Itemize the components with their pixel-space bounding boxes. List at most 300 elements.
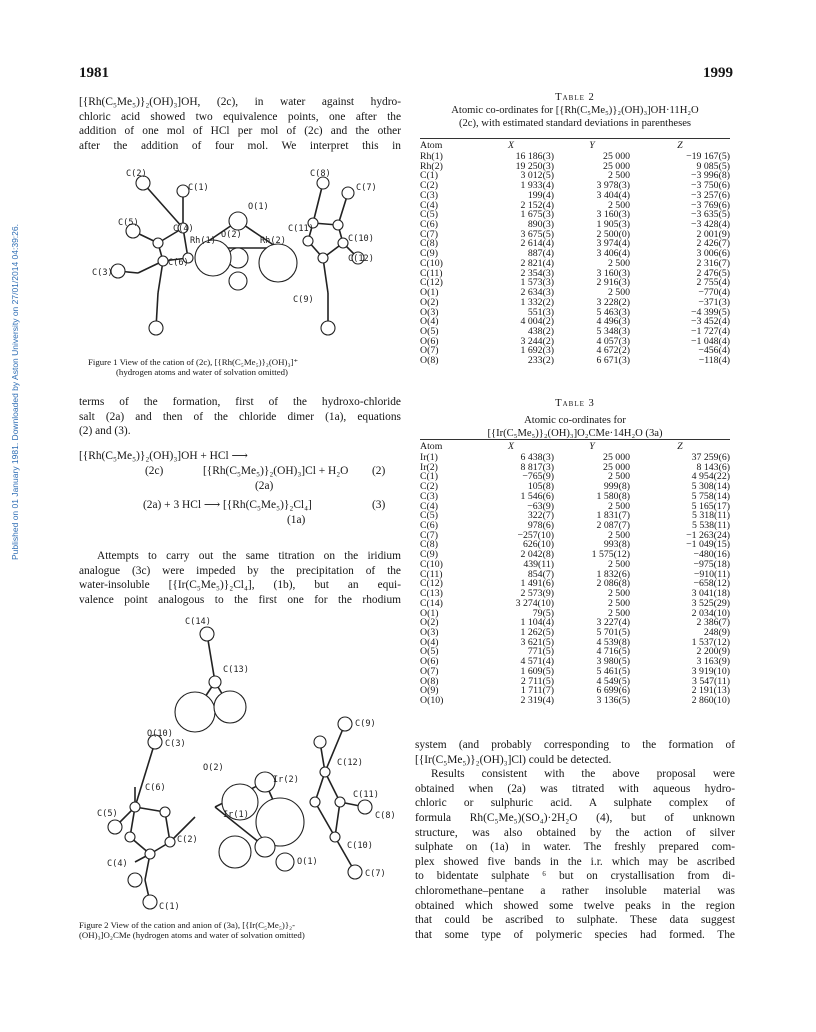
fig2-label: C(11) <box>353 790 379 800</box>
text-line: sulphate on (1a) in water. The freshly prepared com- <box>415 841 735 854</box>
atom-cell: Rh(2) <box>420 160 443 172</box>
coordinate-cell: 1 832(6) <box>596 568 630 580</box>
atom-cell: C(10) <box>420 257 443 269</box>
fig1-label: O(2) <box>221 230 242 240</box>
coordinate-cell: −4 399(5) <box>691 306 730 318</box>
table-row <box>420 278 730 288</box>
fig1-label: C(12) <box>348 254 374 264</box>
coordinate-cell: 9 085(5) <box>696 160 730 172</box>
coordinate-cell: 25 000 <box>603 452 630 463</box>
coordinate-cell: 19 250(3) <box>515 160 554 172</box>
atom-cell: C(3) <box>420 490 438 502</box>
coordinate-cell: 5 318(11) <box>691 510 730 522</box>
atom-cell: C(5) <box>420 209 438 221</box>
atom-cell: C(12) <box>420 277 443 289</box>
figure1-structure <box>88 163 398 353</box>
coordinate-cell: 2 860(10) <box>691 694 730 706</box>
atom-cell: C(4) <box>420 500 438 512</box>
atom-cell: C(1) <box>420 471 438 483</box>
fig2-label: C(4) <box>107 859 128 869</box>
table-row <box>420 609 730 619</box>
coordinate-cell: −3 428(4) <box>691 219 730 231</box>
coordinate-cell: 25 000 <box>603 461 630 473</box>
coordinate-cell: −765(9) <box>522 471 554 483</box>
coordinate-cell: 4 549(5) <box>596 675 630 687</box>
table-row <box>420 453 730 463</box>
fig2-label: C(7) <box>365 869 386 879</box>
coordinate-cell: 2 500 <box>607 607 630 619</box>
table2-label: Table 2 <box>555 92 595 103</box>
coordinate-cell: 4 672(2) <box>596 345 630 357</box>
coordinate-cell: 3 978(3) <box>596 180 630 192</box>
coordinate-cell: 2 200(9) <box>696 646 730 658</box>
atom-cell: O(5) <box>420 325 439 337</box>
coordinate-cell: 16 186(3) <box>515 151 554 162</box>
table3-label: Table 3 <box>555 398 595 409</box>
atom-cell: C(10) <box>420 558 443 570</box>
table-row <box>420 540 730 550</box>
table-row <box>420 531 730 541</box>
coordinate-cell: 1 491(6) <box>520 578 554 590</box>
coordinate-cell: −770(4) <box>698 287 730 299</box>
table-row <box>420 570 730 580</box>
coordinate-cell: 439(11) <box>523 558 554 570</box>
coordinate-cell: 551(3) <box>527 306 554 318</box>
fig2-label: Ir(1) <box>223 810 249 820</box>
atom-cell: C(2) <box>420 481 438 493</box>
text-line: to bidentate sulphate ⁶ but on crystallisation from di- <box>415 870 735 883</box>
coordinate-cell: 5 461(5) <box>596 665 630 677</box>
table-row <box>420 463 730 473</box>
text-line: structure, was also obtained by the action of silver <box>415 826 735 839</box>
coordinate-cell: 854(7) <box>527 568 554 580</box>
table3-title: Atomic co-ordinates for <box>524 415 626 426</box>
col-header: Z <box>677 441 683 452</box>
text-line: [{Ir(C₅Me₅)}₂(OH)₃]Cl) could be detected. <box>415 753 612 766</box>
coordinate-cell: 25 000 <box>603 160 630 172</box>
atom-cell: O(3) <box>420 306 439 318</box>
table-row <box>420 502 730 512</box>
coordinate-cell: −118(4) <box>698 355 730 367</box>
coordinate-cell: 3 404(4) <box>596 189 630 201</box>
coordinate-cell: 3 160(3) <box>596 209 630 221</box>
table-row <box>420 288 730 298</box>
coordinate-cell: 3 274(10) <box>515 597 554 609</box>
coordinate-cell: 3 980(5) <box>596 656 630 668</box>
table3-top-rule <box>420 439 730 440</box>
coordinate-cell: −1 263(24) <box>686 529 730 541</box>
fig1-label: Rh(1) <box>190 236 216 246</box>
table-row <box>420 550 730 560</box>
text-line: system (and probably corresponding to the formation of <box>415 739 735 751</box>
fig1-label: C(8) <box>310 169 331 179</box>
atom-cell: O(1) <box>420 287 439 299</box>
coordinate-cell: 5 308(14) <box>691 481 730 493</box>
coordinate-cell: 3 041(18) <box>691 588 730 600</box>
coordinate-cell: 1 580(8) <box>596 490 630 502</box>
atom-cell: O(7) <box>420 665 439 677</box>
fig1-label: C(11) <box>288 224 314 234</box>
coordinate-cell: 3 160(3) <box>596 267 630 279</box>
coordinate-cell: 4 057(3) <box>596 335 630 347</box>
table-row <box>420 647 730 657</box>
coordinate-cell: 2 573(9) <box>520 588 554 600</box>
table-row <box>420 152 730 162</box>
coordinate-cell: 4 539(8) <box>596 636 630 648</box>
table-row <box>420 618 730 628</box>
equation-3-under: (1a) <box>287 514 306 526</box>
coordinate-cell: 2 476(5) <box>696 267 730 279</box>
fig2-label: C(12) <box>337 758 363 768</box>
coordinate-cell: 1 573(3) <box>520 277 554 289</box>
coordinate-cell: 1 905(3) <box>596 219 630 231</box>
table-row <box>420 472 730 482</box>
text-line: chloric acid showed two equivalence points, one after the <box>79 110 401 123</box>
atom-cell: C(1) <box>420 170 438 182</box>
coordinate-cell: 1 537(12) <box>691 636 730 648</box>
text-line: obtained when (2a) was titrated with aqueous hydro- <box>415 782 735 795</box>
table-row <box>420 492 730 502</box>
atom-cell: Rh(1) <box>420 151 443 162</box>
coordinate-cell: 2 426(7) <box>696 238 730 250</box>
coordinate-cell: 2 500 <box>607 529 630 541</box>
fig1-label: Rh(2) <box>260 236 286 246</box>
fig1-label: C(6) <box>168 258 189 268</box>
text-line: Attempts to carry out the same titration on the iridium <box>97 550 401 562</box>
coordinate-cell: 3 012(5) <box>520 170 554 182</box>
table-row <box>420 579 730 589</box>
atom-cell: C(13) <box>420 588 443 600</box>
coordinate-cell: 2 354(3) <box>520 267 554 279</box>
coordinate-cell: 5 538(11) <box>691 520 730 532</box>
coordinate-cell: 233(2) <box>527 355 554 367</box>
coordinate-cell: 1 675(3) <box>520 209 554 221</box>
fig2-label: C(10) <box>347 841 373 851</box>
atom-cell: O(8) <box>420 675 439 687</box>
equation-2-reactant-label: (2c) <box>145 465 164 477</box>
coordinate-cell: 248(9) <box>703 626 730 638</box>
coordinate-cell: 626(10) <box>522 539 554 551</box>
fig2-label: Ir(2) <box>273 775 299 785</box>
coordinate-cell: 5 348(3) <box>596 325 630 337</box>
fig2-label: C(1) <box>159 902 180 912</box>
table-row <box>420 259 730 269</box>
table2-subtitle: (2c), with estimated standard deviations in parentheses <box>458 118 692 129</box>
fig2-label: C(2) <box>177 835 198 845</box>
fig1-label: O(1) <box>248 202 269 212</box>
coordinate-cell: 8 817(3) <box>520 461 554 473</box>
text-line: Results consistent with the above proposal were <box>431 768 735 781</box>
atom-cell: C(14) <box>420 597 443 609</box>
table2-title: Atomic co-ordinates for [{Rh(C₅Me₅)}₂(OH)₃]OH·11H₂O <box>451 105 699 116</box>
coordinate-cell: −3 769(6) <box>691 199 730 211</box>
table-row <box>420 356 730 366</box>
text-line: chloromethane–pentane a rather insoluble material was <box>415 884 735 897</box>
atom-cell: Ir(2) <box>420 461 438 473</box>
coordinate-cell: 1 104(4) <box>520 617 554 629</box>
text-line: valence point analogous to the first one for the rhodium <box>79 593 401 606</box>
atom-cell: O(7) <box>420 345 439 357</box>
coordinate-cell: 771(5) <box>527 646 554 658</box>
fig1-label: C(7) <box>356 183 377 193</box>
table-row <box>420 599 730 609</box>
table-row <box>420 686 730 696</box>
attempts-paragraph <box>79 549 401 607</box>
coordinate-cell: 2 500 <box>607 199 630 211</box>
table-row <box>420 560 730 570</box>
table-row <box>420 667 730 677</box>
coordinate-cell: 1 546(6) <box>520 490 554 502</box>
atom-cell: C(3) <box>420 189 438 201</box>
table-row <box>420 239 730 249</box>
coordinate-cell: 3 163(9) <box>696 656 730 668</box>
fig1-label: C(10) <box>348 234 374 244</box>
fig1-label: C(4) <box>173 224 194 234</box>
coordinate-cell: −19 167(5) <box>686 151 730 162</box>
atom-cell: O(4) <box>420 316 439 328</box>
text-line: formula Rh(C₅Me₅)(SO₄)·2H₂O (4), but of unknown <box>415 811 735 824</box>
fig2-label: C(8) <box>375 811 396 821</box>
atom-cell: C(7) <box>420 529 438 541</box>
atom-cell: C(11) <box>420 267 443 279</box>
coordinate-cell: 4 004(2) <box>520 316 554 328</box>
table-row <box>420 337 730 347</box>
fig2-label: C(3) <box>165 739 186 749</box>
table-row <box>420 201 730 211</box>
text-line: chloric or sulphuric acid. A sulphate complex of <box>415 797 735 810</box>
coordinate-cell: 8 143(6) <box>696 461 730 473</box>
coordinate-cell: 2 614(4) <box>520 238 554 250</box>
coordinate-cell: 2 500 <box>607 500 630 512</box>
atom-cell: O(6) <box>420 656 439 668</box>
equation-3-number: (3) <box>372 499 386 511</box>
coordinate-cell: 999(8) <box>603 481 630 493</box>
coordinate-cell: 2 711(5) <box>520 675 554 687</box>
atom-cell: C(4) <box>420 199 438 211</box>
coordinate-cell: 3 621(5) <box>520 636 554 648</box>
table-row <box>420 191 730 201</box>
equation-2-number: (2) <box>372 465 386 477</box>
coordinate-cell: 5 758(14) <box>691 490 730 502</box>
fig2-label: C(6) <box>145 783 166 793</box>
table-row <box>420 220 730 230</box>
coordinate-cell: 2 500 <box>607 170 630 182</box>
atom-cell: C(8) <box>420 238 438 250</box>
atom-cell: C(11) <box>420 568 443 580</box>
coordinate-cell: 4 954(22) <box>691 471 730 483</box>
coordinate-cell: 438(2) <box>527 325 554 337</box>
coordinate-cell: 2 500 <box>607 287 630 299</box>
col-header: Atom <box>420 140 443 151</box>
fig1-label: C(9) <box>293 295 314 305</box>
coordinate-cell: 6 699(6) <box>596 685 630 697</box>
text-line: after the addition of four mol. We interpret this in <box>79 139 401 152</box>
atom-cell: O(9) <box>420 685 439 697</box>
coordinate-cell: 3 227(4) <box>596 617 630 629</box>
table-row <box>420 249 730 259</box>
atom-cell: O(5) <box>420 646 439 658</box>
atom-cell: C(12) <box>420 578 443 590</box>
coordinate-cell: −3 635(5) <box>691 209 730 221</box>
table-row <box>420 589 730 599</box>
table-row <box>420 677 730 687</box>
coordinate-cell: 2 034(10) <box>691 607 730 619</box>
text-line: that some type of polymeric species had formed. The <box>415 928 735 941</box>
coordinate-cell: 4 496(3) <box>596 316 630 328</box>
col-header: Y <box>589 441 595 452</box>
col-header: Atom <box>420 441 443 452</box>
fig1-label: C(2) <box>126 169 147 179</box>
coordinate-cell: 25 000 <box>603 151 630 162</box>
coordinate-cell: 6 438(3) <box>520 452 554 463</box>
coordinate-cell: 887(4) <box>527 248 554 260</box>
fig2-label: O(10) <box>147 729 173 739</box>
coordinate-cell: 993(8) <box>603 539 630 551</box>
equation-2-line1: [{Rh(C₅Me₅)}₂(OH)₃]OH + HCl ⟶ <box>79 450 248 462</box>
atom-cell: C(7) <box>420 228 438 240</box>
fig2-label: C(13) <box>223 665 249 675</box>
fig2-label: O(1) <box>297 857 318 867</box>
coordinate-cell: 1 933(4) <box>520 180 554 192</box>
atom-cell: O(2) <box>420 296 439 308</box>
table3-subtitle: [{Ir(C₅Me₅)}₂(OH)₃]O₂CMe·14H₂O (3a) <box>487 428 663 439</box>
equation-3: (2a) + 3 HCl ⟶ [{Rh(C₅Me₅)}₂Cl₄] <box>143 499 312 511</box>
table-row <box>420 511 730 521</box>
coordinate-cell: 3 228(2) <box>596 296 630 308</box>
table-row <box>420 181 730 191</box>
table-row <box>420 269 730 279</box>
coordinate-cell: 2 152(4) <box>520 199 554 211</box>
text-line: terms of the formation, first of the hydroxo-chloride <box>79 396 401 408</box>
table-row <box>420 308 730 318</box>
coordinate-cell: 4 716(5) <box>596 646 630 658</box>
year-header: 1981 <box>79 65 109 81</box>
left-intro-paragraph <box>79 95 401 153</box>
coordinate-cell: 3 675(5) <box>520 228 554 240</box>
table-row <box>420 327 730 337</box>
coordinate-cell: 1 711(7) <box>520 685 554 697</box>
equation-2-under: (2a) <box>255 480 274 492</box>
table3-header-row <box>420 441 730 453</box>
coordinate-cell: 2 319(4) <box>520 694 554 706</box>
atom-cell: C(8) <box>420 539 438 551</box>
right-bottom-paragraph <box>415 738 735 942</box>
coordinate-cell: 2 500 <box>607 588 630 600</box>
coordinate-cell: 1 575(12) <box>591 549 630 561</box>
caption-line: Figure 1 View of the cation of (2c), [{Rh(C₅Me₅)}₂(OH)₃]⁺ <box>88 357 299 367</box>
coordinate-cell: −1 727(4) <box>691 325 730 337</box>
fig1-label: C(3) <box>92 268 113 278</box>
atom-cell: O(1) <box>420 607 439 619</box>
table3-block <box>415 397 735 440</box>
coordinate-cell: 3 136(5) <box>596 694 630 706</box>
coordinate-cell: 2 821(4) <box>520 257 554 269</box>
coordinate-cell: 2 500 <box>607 597 630 609</box>
coordinate-cell: 3 547(11) <box>691 675 730 687</box>
coordinate-cell: 322(7) <box>527 510 554 522</box>
text-line: analogue (3c) were impeded by the precipitation of the <box>79 564 401 577</box>
coordinate-cell: 2 500 <box>607 558 630 570</box>
coordinate-cell: 1 332(2) <box>520 296 554 308</box>
coordinate-cell: 2 042(8) <box>520 549 554 561</box>
coordinate-cell: −910(11) <box>693 568 730 580</box>
coordinate-cell: 5 165(17) <box>691 500 730 512</box>
coordinate-cell: 4 571(4) <box>520 656 554 668</box>
coordinate-cell: 1 609(5) <box>520 665 554 677</box>
coordinate-cell: 6 671(3) <box>596 355 630 367</box>
page-number: 1999 <box>703 65 733 81</box>
coordinate-cell: 1 262(5) <box>520 626 554 638</box>
atom-cell: O(8) <box>420 355 439 367</box>
text-line: plex showed five bands in the i.r. which may be ascribed <box>415 855 735 868</box>
coordinate-cell: 2 316(7) <box>696 257 730 269</box>
table-row <box>420 696 730 706</box>
figure1-caption <box>88 357 400 378</box>
left-middle-paragraph <box>79 395 401 439</box>
coordinate-cell: 2 087(7) <box>596 520 630 532</box>
coordinate-cell: 37 259(6) <box>691 452 730 463</box>
atom-cell: C(6) <box>420 219 438 231</box>
table2 <box>420 140 730 366</box>
coordinate-cell: −63(9) <box>527 500 554 512</box>
table-row <box>420 657 730 667</box>
figure2-caption <box>79 920 404 941</box>
coordinate-cell: −3 452(4) <box>691 316 730 328</box>
caption-line: (hydrogen atoms and water of solvation omitted) <box>116 367 288 378</box>
table2-block <box>415 91 735 130</box>
table-row <box>420 521 730 531</box>
coordinate-cell: 1 692(3) <box>520 345 554 357</box>
fig2-label: O(2) <box>203 763 224 773</box>
coordinate-cell: −3 750(6) <box>691 180 730 192</box>
table-row <box>420 482 730 492</box>
table-row <box>420 638 730 648</box>
coordinate-cell: 2 086(8) <box>596 578 630 590</box>
text-line: that could be ascribed to sulphate. These data suggest <box>415 914 735 927</box>
coordinate-cell: −371(3) <box>698 296 730 308</box>
atom-cell: C(9) <box>420 549 438 561</box>
table-row <box>420 162 730 172</box>
coordinate-cell: 79(5) <box>532 607 554 619</box>
col-header: X <box>508 441 514 452</box>
table-row <box>420 346 730 356</box>
coordinate-cell: 3 919(10) <box>691 665 730 677</box>
table-row <box>420 210 730 220</box>
atom-cell: C(6) <box>420 520 438 532</box>
text-line: (2) and (3). <box>79 425 131 438</box>
atom-cell: Ir(1) <box>420 452 438 463</box>
coordinate-cell: 5 463(3) <box>596 306 630 318</box>
figure2-structure <box>75 612 405 917</box>
coordinate-cell: 2 191(13) <box>691 685 730 697</box>
atom-cell: C(9) <box>420 248 438 260</box>
coordinate-cell: −480(16) <box>693 549 730 561</box>
fig1-label: C(5) <box>118 218 139 228</box>
table-row <box>420 317 730 327</box>
coordinate-cell: 1 831(7) <box>596 510 630 522</box>
table-row <box>420 230 730 240</box>
coordinate-cell: −1 048(4) <box>691 335 730 347</box>
atom-cell: C(2) <box>420 180 438 192</box>
atom-cell: C(5) <box>420 510 438 522</box>
coordinate-cell: 3 406(4) <box>596 248 630 260</box>
coordinate-cell: 3 006(6) <box>696 248 730 260</box>
atom-cell: O(4) <box>420 636 439 648</box>
fig2-label: C(14) <box>185 617 211 627</box>
coordinate-cell: 890(3) <box>527 219 554 231</box>
fig1-label: C(1) <box>188 183 209 193</box>
fig2-label: C(9) <box>355 719 376 729</box>
